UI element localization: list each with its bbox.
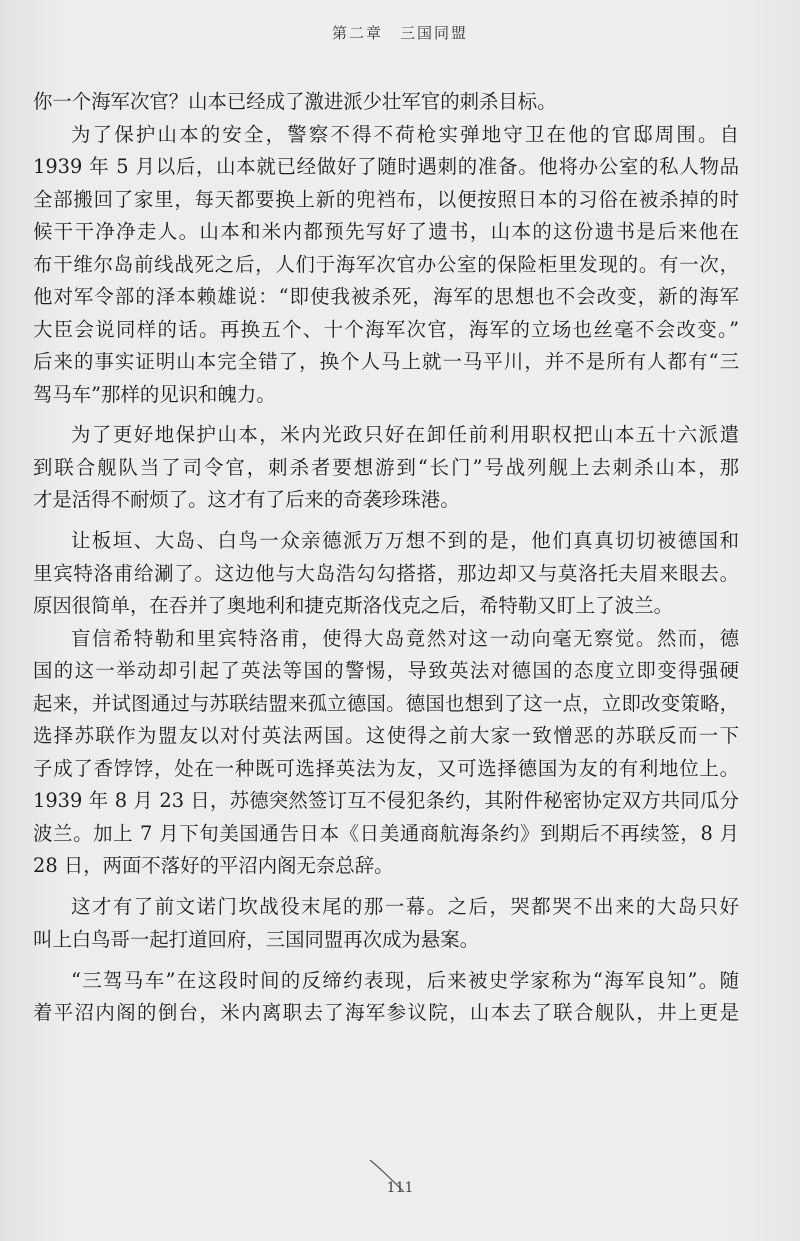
text-line: 国的这一举动却引起了英法等国的警惕，导致英法对德国的态度立即变得强硬	[33, 659, 739, 683]
text-line: 这才有了前文诺门坎战役末尾的那一幕。之后，哭都哭不出来的大岛只好	[71, 895, 739, 919]
text-line: 盲信希特勒和里宾特洛甫，使得大岛竟然对这一动向毫无察觉。然而，德	[71, 626, 739, 650]
text-line: “三驾马车”在这段时间的反缔约表现，后来被史学家称为“海军良知”。随	[71, 968, 739, 992]
text-line: 28 日，两面不落好的平沼内阁无奈总辞。	[33, 854, 394, 878]
text-line: 全部搬回了家里，每天都要换上新的兜裆布，以便按照日本的习俗在被杀掉的时	[33, 187, 739, 211]
text-line: 大臣会说同样的话。再换五个、十个海军次官，海军的立场也丝毫不会改变。”	[33, 317, 739, 341]
text-line: 布干维尔岛前线战死之后，人们于海军次官办公室的保险柜里发现的。有一次，	[33, 252, 739, 276]
text-line: 到联合舰队当了司令官，刺杀者要想游到“长门”号战列舰上去刺杀山本，那	[33, 455, 739, 479]
text-line: 1939 年 5 月以后，山本就已经做好了随时遇刺的准备。他将办公室的私人物品	[33, 155, 739, 178]
text-line: 选择苏联作为盟友以对付英法两国。这使得之前大家一致憎恶的苏联反而一下	[33, 724, 739, 748]
text-line: 波兰。加上 7 月下旬美国通告日本《日美通商航海条约》到期后不再续签，8 月	[33, 821, 739, 845]
text-line: 才是活得不耐烦了。这才有了后来的奇袭珍珠港。	[33, 488, 460, 512]
text-line: 为了更好地保护山本，米内光政只好在卸任前利用职权把山本五十六派遣	[71, 423, 739, 447]
text-line: 你一个海军次官？山本已经成了激进派少壮军官的刺杀目标。	[33, 90, 557, 113]
body-text	[33, 86, 739, 1030]
text-line: 让板垣、大岛、白鸟一众亲德派万万想不到的是，他们真真切切被德国和	[71, 529, 739, 553]
text-line: 叫上白鸟哥一起打道回府，三国同盟再次成为悬案。	[33, 927, 479, 951]
running-head: 第二章 三国同盟	[331, 24, 468, 42]
text-line: 起来，并试图通过与苏联结盟来孤立德国。德国也想到了这一点，立即改变策略，	[33, 691, 739, 715]
page-number: 111	[386, 1180, 414, 1196]
text-line: 着平沼内阁的倒台，米内离职去了海军参议院，山本去了联合舰队，井上更是	[33, 1001, 739, 1025]
text-line: 子成了香饽饽，处在一种既可选择英法为友，又可选择德国为友的有利地位上。	[33, 756, 739, 780]
text-line: 驾马车”那样的见识和魄力。	[33, 382, 276, 406]
text-line: 候干干净净走人。山本和米内都预先写好了遗书，山本的这份遗书是后来他在	[33, 220, 739, 243]
text-line: 他对军令部的泽本赖雄说：“即使我被杀死，海军的思想也不会改变，新的海军	[33, 285, 739, 308]
text-line: 里宾特洛甫给涮了。这边他与大岛浩勾勾搭搭，那边却又与莫洛托夫眉来眼去。	[33, 561, 739, 585]
text-line: 后来的事实证明山本完全错了，换个人马上就一马平川，并不是所有人都有“三	[33, 350, 739, 373]
text-line: 1939 年 8 月 23 日，苏德突然签订互不侵犯条约，其附件秘密协定双方共同瓜分	[33, 789, 739, 813]
text-line: 原因很简单，在吞并了奥地利和捷克斯洛伐克之后，希特勒又盯上了波兰。	[33, 594, 673, 618]
text-line: 为了保护山本的安全，警察不得不荷枪实弹地守卫在他的官邸周围。自	[71, 122, 739, 146]
